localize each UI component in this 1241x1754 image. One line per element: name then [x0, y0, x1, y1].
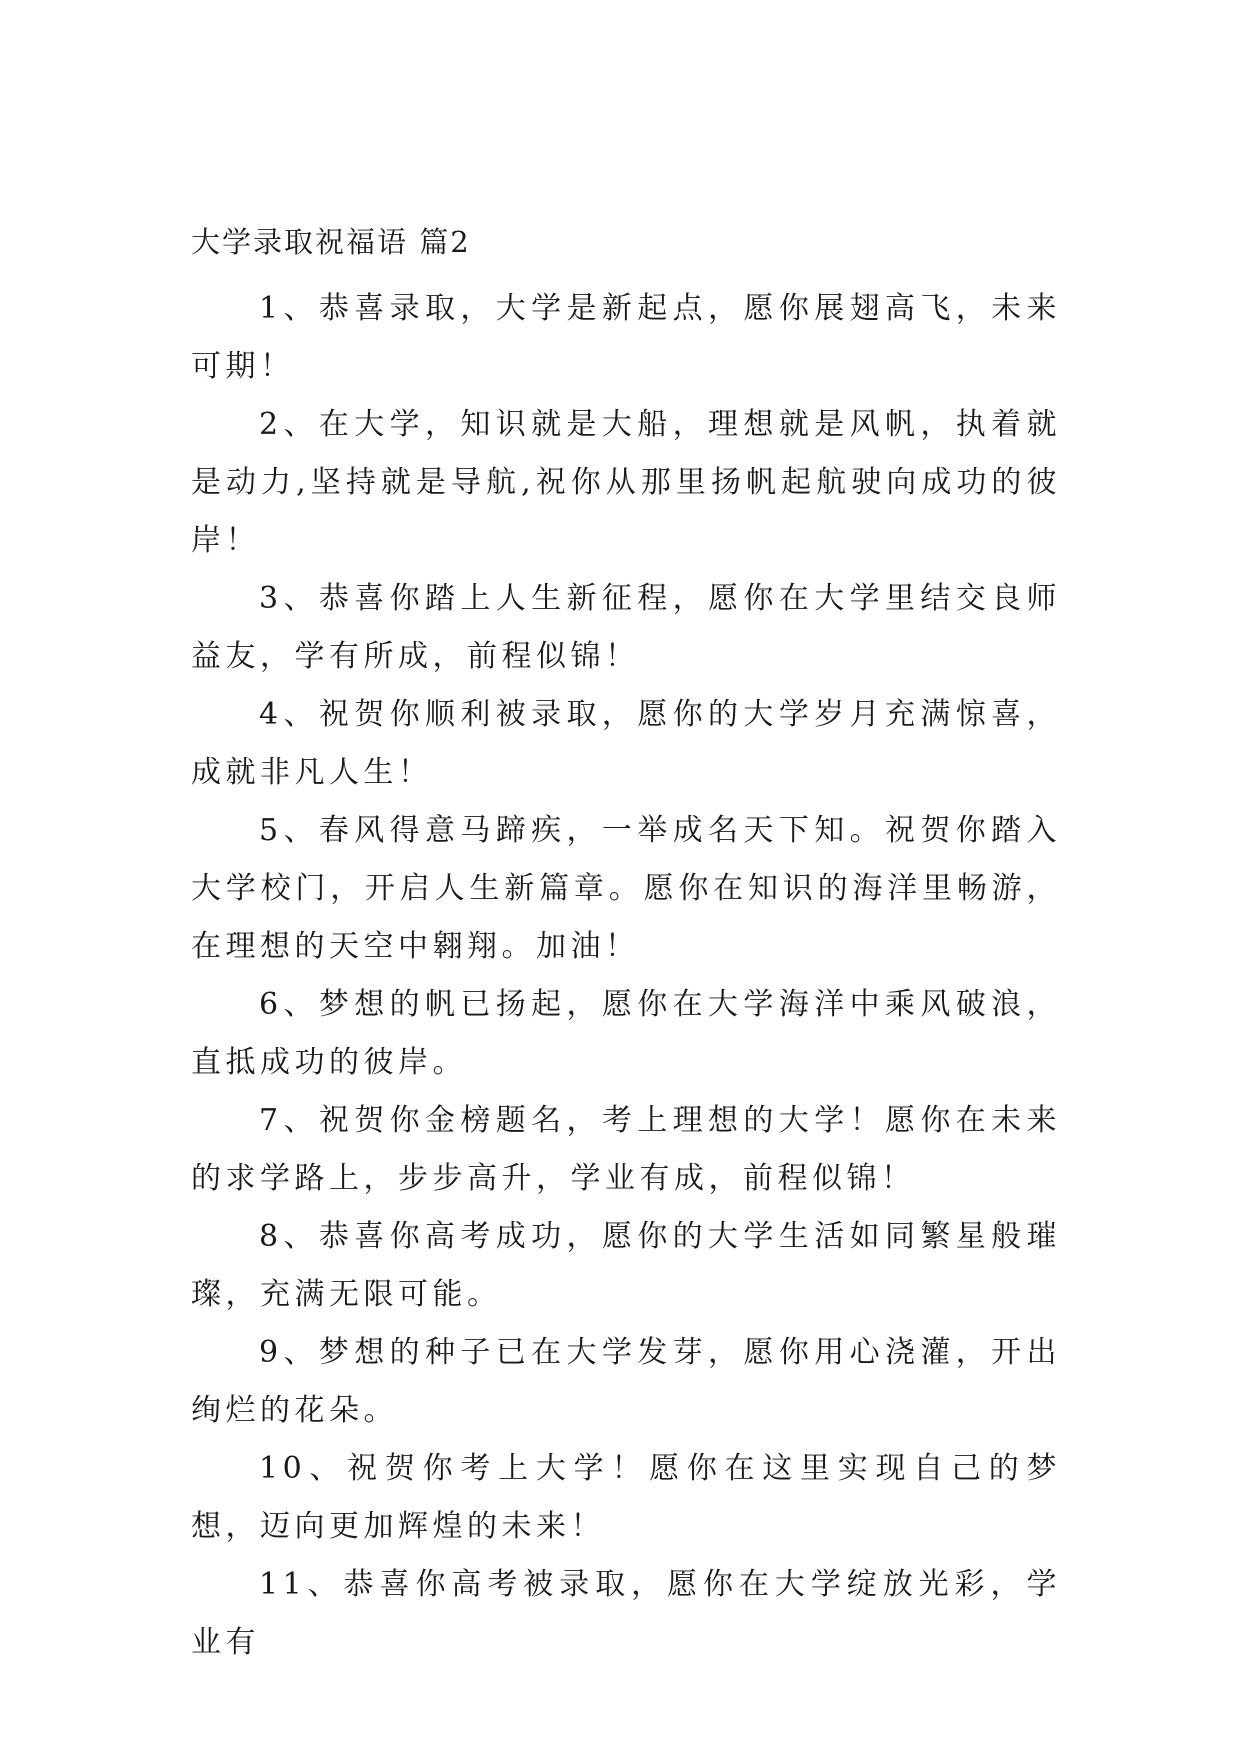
document-body	[191, 280, 1061, 1672]
paragraph-5: 5、春风得意马蹄疾，一举成名天下知。祝贺你踏入大学校门，开启人生新篇章。愿你在知识的海洋里畅游，在理想的天空中翱翔。加油！	[191, 813, 1061, 964]
paragraph-6: 6、梦想的帆已扬起，愿你在大学海洋中乘风破浪，直抵成功的彼岸。	[191, 987, 1061, 1080]
paragraph-8: 8、恭喜你高考成功，愿你的大学生活如同繁星般璀璨，充满无限可能。	[191, 1219, 1061, 1312]
paragraph-2: 2、在大学，知识就是大船，理想就是风帆，执着就是动力,坚持就是导航,祝你从那里扬帆起航驶向成功的彼岸！	[191, 407, 1061, 558]
document-title: 大学录取祝福语 篇2	[191, 225, 471, 259]
paragraph-11: 11、恭喜你高考被录取，愿你在大学绽放光彩，学业有	[191, 1567, 1061, 1660]
paragraph-1: 1、恭喜录取，大学是新起点，愿你展翅高飞，未来可期！	[191, 291, 1061, 384]
paragraph-10: 10、祝贺你考上大学！愿你在这里实现自己的梦想，迈向更加辉煌的未来！	[191, 1451, 1061, 1544]
paragraph-4: 4、祝贺你顺利被录取，愿你的大学岁月充满惊喜，成就非凡人生！	[191, 697, 1061, 790]
paragraph-3: 3、恭喜你踏上人生新征程，愿你在大学里结交良师益友，学有所成，前程似锦！	[191, 581, 1061, 674]
paragraph-7: 7、祝贺你金榜题名，考上理想的大学！愿你在未来的求学路上，步步高升，学业有成，前程似锦！	[191, 1103, 1061, 1196]
paragraph-9: 9、梦想的种子已在大学发芽，愿你用心浇灌，开出绚烂的花朵。	[191, 1335, 1061, 1428]
